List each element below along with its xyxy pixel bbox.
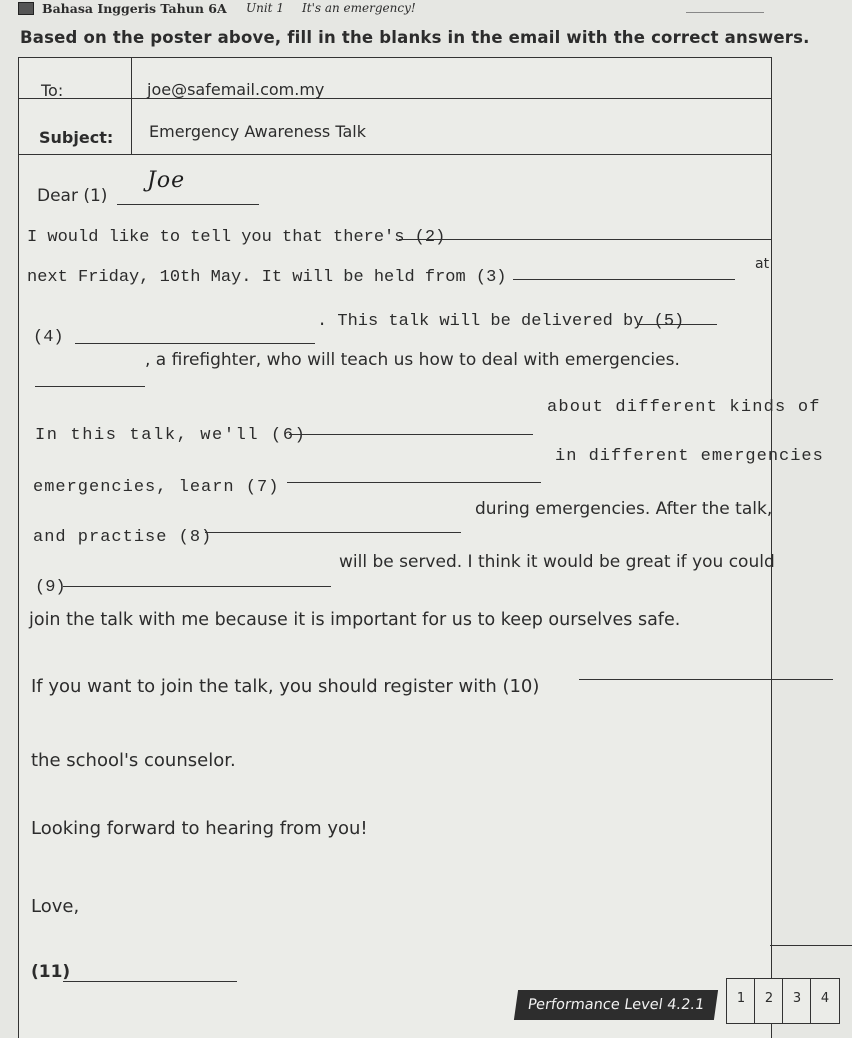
line-3-at: at [755, 256, 770, 272]
instruction: Based on the poster above, fill in the blanks in the email with the correct answers. [20, 28, 810, 47]
line-9: will be served. I think it would be great if you could [339, 552, 775, 572]
page-header [18, 0, 848, 20]
performance-level [516, 990, 836, 1020]
line-9-label: (9) [35, 578, 66, 597]
line-15: (11) [31, 962, 71, 982]
answer-1: Joe [147, 168, 186, 193]
blank-5b[interactable] [35, 386, 145, 387]
line-14: Love, [31, 896, 80, 917]
subject-label: Subject: [39, 128, 114, 147]
dear-text: Dear (1) [37, 186, 108, 206]
row-divider [19, 154, 771, 155]
line-8-end: during emergencies. After the talk, [475, 499, 773, 519]
line-7-start: emergencies, learn (7) [33, 478, 280, 497]
to-label: To: [41, 81, 64, 100]
blank-7[interactable] [287, 482, 541, 483]
blank-9[interactable] [63, 586, 331, 587]
to-value: joe@safemail.com.my [147, 80, 325, 99]
unit-label: Unit 1 [246, 1, 284, 15]
blank-10[interactable] [579, 679, 833, 680]
line-8-start: and practise (8) [33, 528, 213, 547]
line-5: , a firefighter, who will teach us how to deal with emergencies. [145, 350, 680, 370]
line-12: the school's counselor. [31, 750, 236, 771]
book-icon [18, 2, 34, 15]
blank-4[interactable] [75, 343, 315, 344]
line-2: I would like to tell you that there's (2) [27, 228, 446, 247]
header-column-divider [131, 58, 132, 154]
blank-8[interactable] [205, 532, 461, 533]
email-form [18, 57, 824, 1038]
performance-label: Performance Level 4.2.1 [514, 990, 718, 1020]
blank-1[interactable] [117, 204, 259, 205]
line-4: . This talk will be delivered by (5) [317, 312, 685, 331]
line-7-end: in different emergencies [555, 447, 824, 466]
line-3: next Friday, 10th May. It will be held from (3) [27, 268, 507, 287]
line-13: Looking forward to hearing from you! [31, 818, 368, 839]
level-box-1[interactable]: 1 [726, 978, 756, 1024]
blank-11[interactable] [63, 981, 237, 982]
level-box-2[interactable]: 2 [754, 978, 784, 1024]
blank-5a[interactable] [637, 324, 717, 325]
blank-6[interactable] [289, 434, 533, 435]
line-6-end: about different kinds of [547, 398, 821, 417]
blank-3[interactable] [513, 279, 735, 280]
level-box-3[interactable]: 3 [782, 978, 812, 1024]
subject-value: Emergency Awareness Talk [149, 122, 366, 141]
line-4-label: (4) [33, 328, 64, 347]
line-10: join the talk with me because it is important for us to keep ourselves safe. [29, 610, 681, 630]
line-6-start: In this talk, we'll (6) [35, 426, 307, 445]
row-divider [19, 98, 771, 99]
outer-line [770, 945, 852, 946]
date-line [686, 12, 764, 13]
level-box-4[interactable]: 4 [810, 978, 840, 1024]
line-11: If you want to join the talk, you should register with (10) [31, 676, 540, 697]
blank-2[interactable] [399, 239, 771, 240]
book-title: Bahasa Inggeris Tahun 6A [42, 1, 227, 16]
topic-label: It's an emergency! [302, 1, 416, 15]
